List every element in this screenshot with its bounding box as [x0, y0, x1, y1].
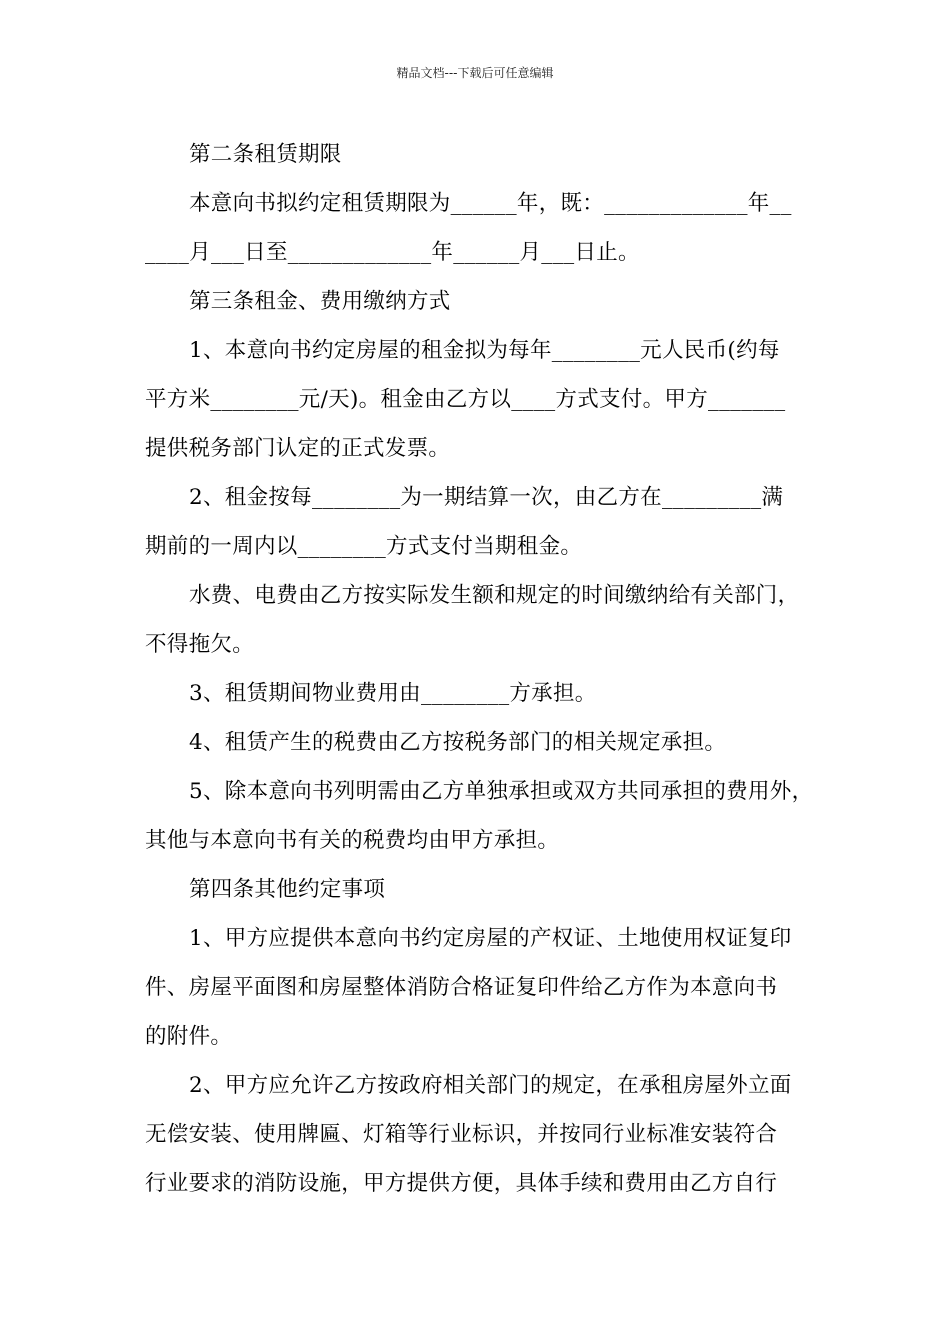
page-header: 精品文档---下载后可任意编辑	[396, 66, 554, 80]
paragraph-line: 的附件。	[145, 1024, 233, 1049]
paragraph-line: 平方米________元/天)。租金由乙方以____方式支付。甲方_______	[145, 387, 786, 412]
paragraph-line: 4、租赁产生的税费由乙方按税务部门的相关规定承担。	[189, 730, 727, 755]
section-heading-rent-payment: 第三条租金、费用缴纳方式	[189, 289, 451, 314]
paragraph-line: 本意向书拟约定租赁期限为______年，既：_____________年__	[189, 191, 792, 216]
paragraph-line: 期前的一周内以________方式支付当期租金。	[145, 534, 583, 559]
paragraph-line: 无偿安装、使用牌匾、灯箱等行业标识，并按同行业标准安装符合	[145, 1122, 778, 1147]
paragraph-line: 行业要求的消防设施，甲方提供方便，具体手续和费用由乙方自行	[145, 1171, 778, 1196]
paragraph-line: 水费、电费由乙方按实际发生额和规定的时间缴纳给有关部门，	[189, 583, 800, 608]
paragraph-line: 1、本意向书约定房屋的租金拟为每年________元人民币(约每	[189, 338, 780, 363]
paragraph-line: 2、甲方应允许乙方按政府相关部门的规定，在承租房屋外立面	[189, 1073, 792, 1098]
section-heading-other-terms: 第四条其他约定事项	[189, 877, 386, 902]
paragraph-line: 2、租金按每________为一期结算一次，由乙方在_________满	[189, 485, 784, 510]
paragraph-line: 不得拖欠。	[145, 632, 255, 657]
section-heading-lease-term: 第二条租赁期限	[189, 142, 342, 167]
paragraph-line: 其他与本意向书有关的税费均由甲方承担。	[145, 828, 560, 853]
paragraph-line: ____月___日至_____________年______月___日止。	[145, 240, 640, 265]
document-body	[145, 130, 814, 1208]
paragraph-line: 件、房屋平面图和房屋整体消防合格证复印件给乙方作为本意向书	[145, 975, 778, 1000]
paragraph-line: 5、除本意向书列明需由乙方单独承担或双方共同承担的费用外，	[189, 779, 814, 804]
paragraph-line: 提供税务部门认定的正式发票。	[145, 436, 451, 461]
paragraph-line: 3、租赁期间物业费用由________方承担。	[189, 681, 597, 706]
paragraph-line: 1、甲方应提供本意向书约定房屋的产权证、土地使用权证复印	[189, 926, 792, 951]
